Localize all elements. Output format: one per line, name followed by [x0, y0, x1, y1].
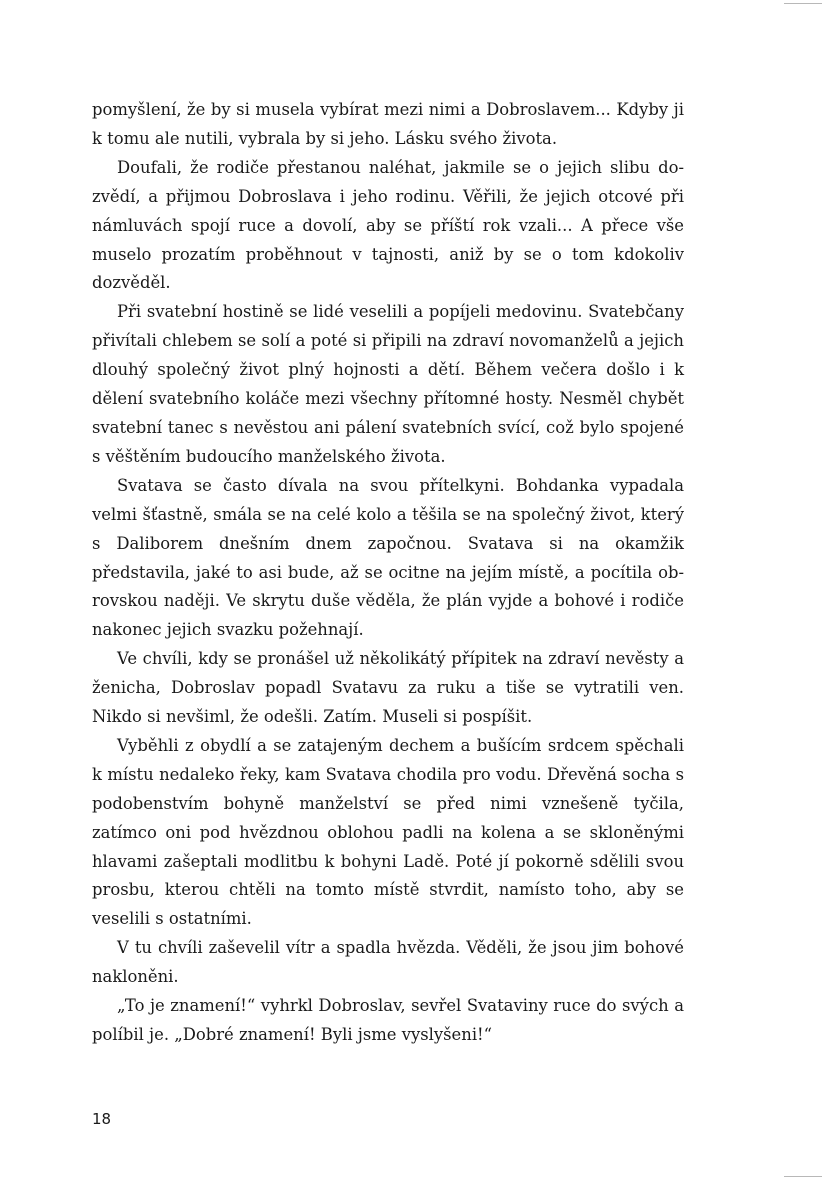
body-text: [92, 96, 684, 1050]
paragraph: Vyběhli z obydlí a se zatajeným dechem a bušícím srdcem spěchali k místu nedaleko řeky, kam Svatava chodila pro vodu. Dřevěná socha s podobenstvím bohyně manželství se před nimi vznešeně tyčila, zatímco oni pod hvězdnou oblohou padli na kolena a se skloněnými hlavami zašeptali modlitbu k bohyni Ladě. Poté jí pokorně sdělili svou prosbu, kterou chtěli na tomto místě stvrdit, namísto toho, aby se veselili s ostatními.: [92, 735, 684, 929]
paragraph: Doufali, že rodiče přestanou naléhat, jakmile se o jejich slibu dozvědí, a přijmou Dobroslava i jeho rodinu. Věřili, že jejich otcové při námluvách spojí ruce a dovolí, aby se příští rok vzali... A přece vše muselo prozatím proběhnout v tajnosti, aniž by se o tom kdokoliv dozvěděl.: [92, 157, 684, 293]
paragraph: Ve chvíli, kdy se pronášel už několikátý přípitek na zdraví nevěsty a ženicha, Dobroslav popadl Svatavu za ruku a tiše se vytratili ven. Nikdo si nevšiml, že odešli. Zatím. Museli si pospíšit.: [92, 649, 684, 727]
paragraph: pomyšlení, že by si musela vybírat mezi nimi a Dobroslavem... Kdyby ji k tomu ale nutili, vybrala by si jeho. Lásku svého života.: [92, 100, 684, 148]
page-number: 18: [92, 1110, 112, 1128]
paragraph: „To je znamení!“ vyhrkl Dobroslav, sevřel Svataviny ruce do svých a políbil je. „Dobré znamení! Byli jsme vyslyšeni!“: [92, 996, 684, 1044]
crop-mark-bottom: [784, 1176, 822, 1177]
paragraph: V tu chvíli zaševelil vítr a spadla hvězda. Věděli, že jsou jim bohové nakloněni.: [92, 938, 684, 987]
paragraph: Svatava se často dívala na svou přítelkyni. Bohdanka vypadala velmi šťastně, smála se na celé kolo a těšila se na společný život, který s Daliborem dnešním dnem započnou. Svatava si na okamžik představila, jaké to asi bude, až se ocitne na jejím místě, a pocítila obrovskou naději. Ve skrytu duše věděla, že plán vyjde a bohové i rodiče nakonec jejich svazku požehnají.: [92, 475, 684, 640]
crop-mark-top: [784, 3, 822, 4]
paragraph: Při svatební hostině se lidé veselili a popíjeli medovinu. Svatebčany přivítali chlebem se solí a poté si připili na zdraví novomanželů a jejich dlouhý společný život plný hojnosti a dětí. Během večera došlo i k dělení svatebního koláče mezi všechny přítomné hosty. Nesměl chybět svatební tanec s nevěstou ani pálení svatebních svící, což bylo spojené s věštěním budoucího manželského života.: [92, 302, 684, 466]
